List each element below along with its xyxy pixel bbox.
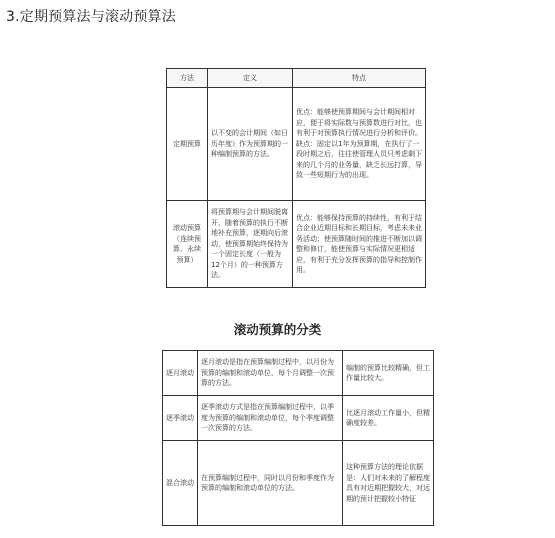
type-definition: 在预算编制过程中，同时以月份和季度作为预算的编制和滚动单位的方法。	[198, 441, 343, 526]
table-row	[167, 201, 426, 288]
rolling-budget-types-table	[162, 350, 434, 526]
type-definition: 逐月滚动是指在预算编制过程中，以月份为预算的编制和滚动单位，每个月调整一次预算的方法。	[198, 351, 343, 396]
type-features: 编制的预算比较精确，但工作量比较大。	[343, 351, 434, 396]
table-row	[167, 88, 426, 201]
type-features: 比逐月滚动工作量小，但精确度较差。	[343, 396, 434, 441]
type-definition: 逐季滚动方式是指在预算编制过程中，以季度为预算的编制和滚动单位，每个季度调整一次预算的方法。	[198, 396, 343, 441]
method-name: 滚动预算（连续预算、永续预算）	[167, 201, 208, 288]
header-method: 方法	[167, 69, 208, 88]
type-features: 这种预算方法的理论依据是：人们对未来的了解程度具有对近期把握较大，对远期的预计把握较小特征	[343, 441, 434, 526]
method-name: 定期预算	[167, 88, 208, 201]
method-definition: 将预算期与会计期间脱离开，随着预算的执行不断地补充预算，逐期向后滚动，使预算期始终保持为一个固定长度（一般为12个月）的一种预算方法。	[208, 201, 293, 288]
budget-methods-table	[166, 68, 426, 288]
table-row	[163, 351, 434, 396]
table-row	[163, 441, 434, 526]
section-heading: 3.定期预算法与滚动预算法	[6, 9, 176, 25]
type-name: 逐月滚动	[163, 351, 198, 396]
method-features: 优点：能够保持预算的持续性，有利于结合企业近期目标和长期目标，考虑未来业务活动；使预算随时间的推进不断加以调整和修订，能使预算与实际情况更相适应，有利于充分发挥预算的指导和控制作用。	[293, 201, 426, 288]
header-definition: 定义	[208, 69, 293, 88]
table-header-row	[167, 69, 426, 88]
type-name: 逐季滚动	[163, 396, 198, 441]
header-features: 特点	[293, 69, 426, 88]
type-name: 混合滚动	[163, 441, 198, 526]
method-definition: 以不变的会计期间（如日历年度）作为预算期的一种编制预算的方法。	[208, 88, 293, 201]
rolling-budget-subtitle: 滚动预算的分类	[233, 322, 322, 337]
table-row	[163, 396, 434, 441]
method-features: 优点：能够使预算期间与会计期间相对应，便于将实际数与预算数进行对比，也有利于对预算执行情况进行分析和评价。缺点：固定以1年为预算期，在执行了一段时期之后，往往使管理人员只考虑剩下来的几个月的业务量，缺乏长远打算，导致一些短期行为的出现。	[293, 88, 426, 201]
